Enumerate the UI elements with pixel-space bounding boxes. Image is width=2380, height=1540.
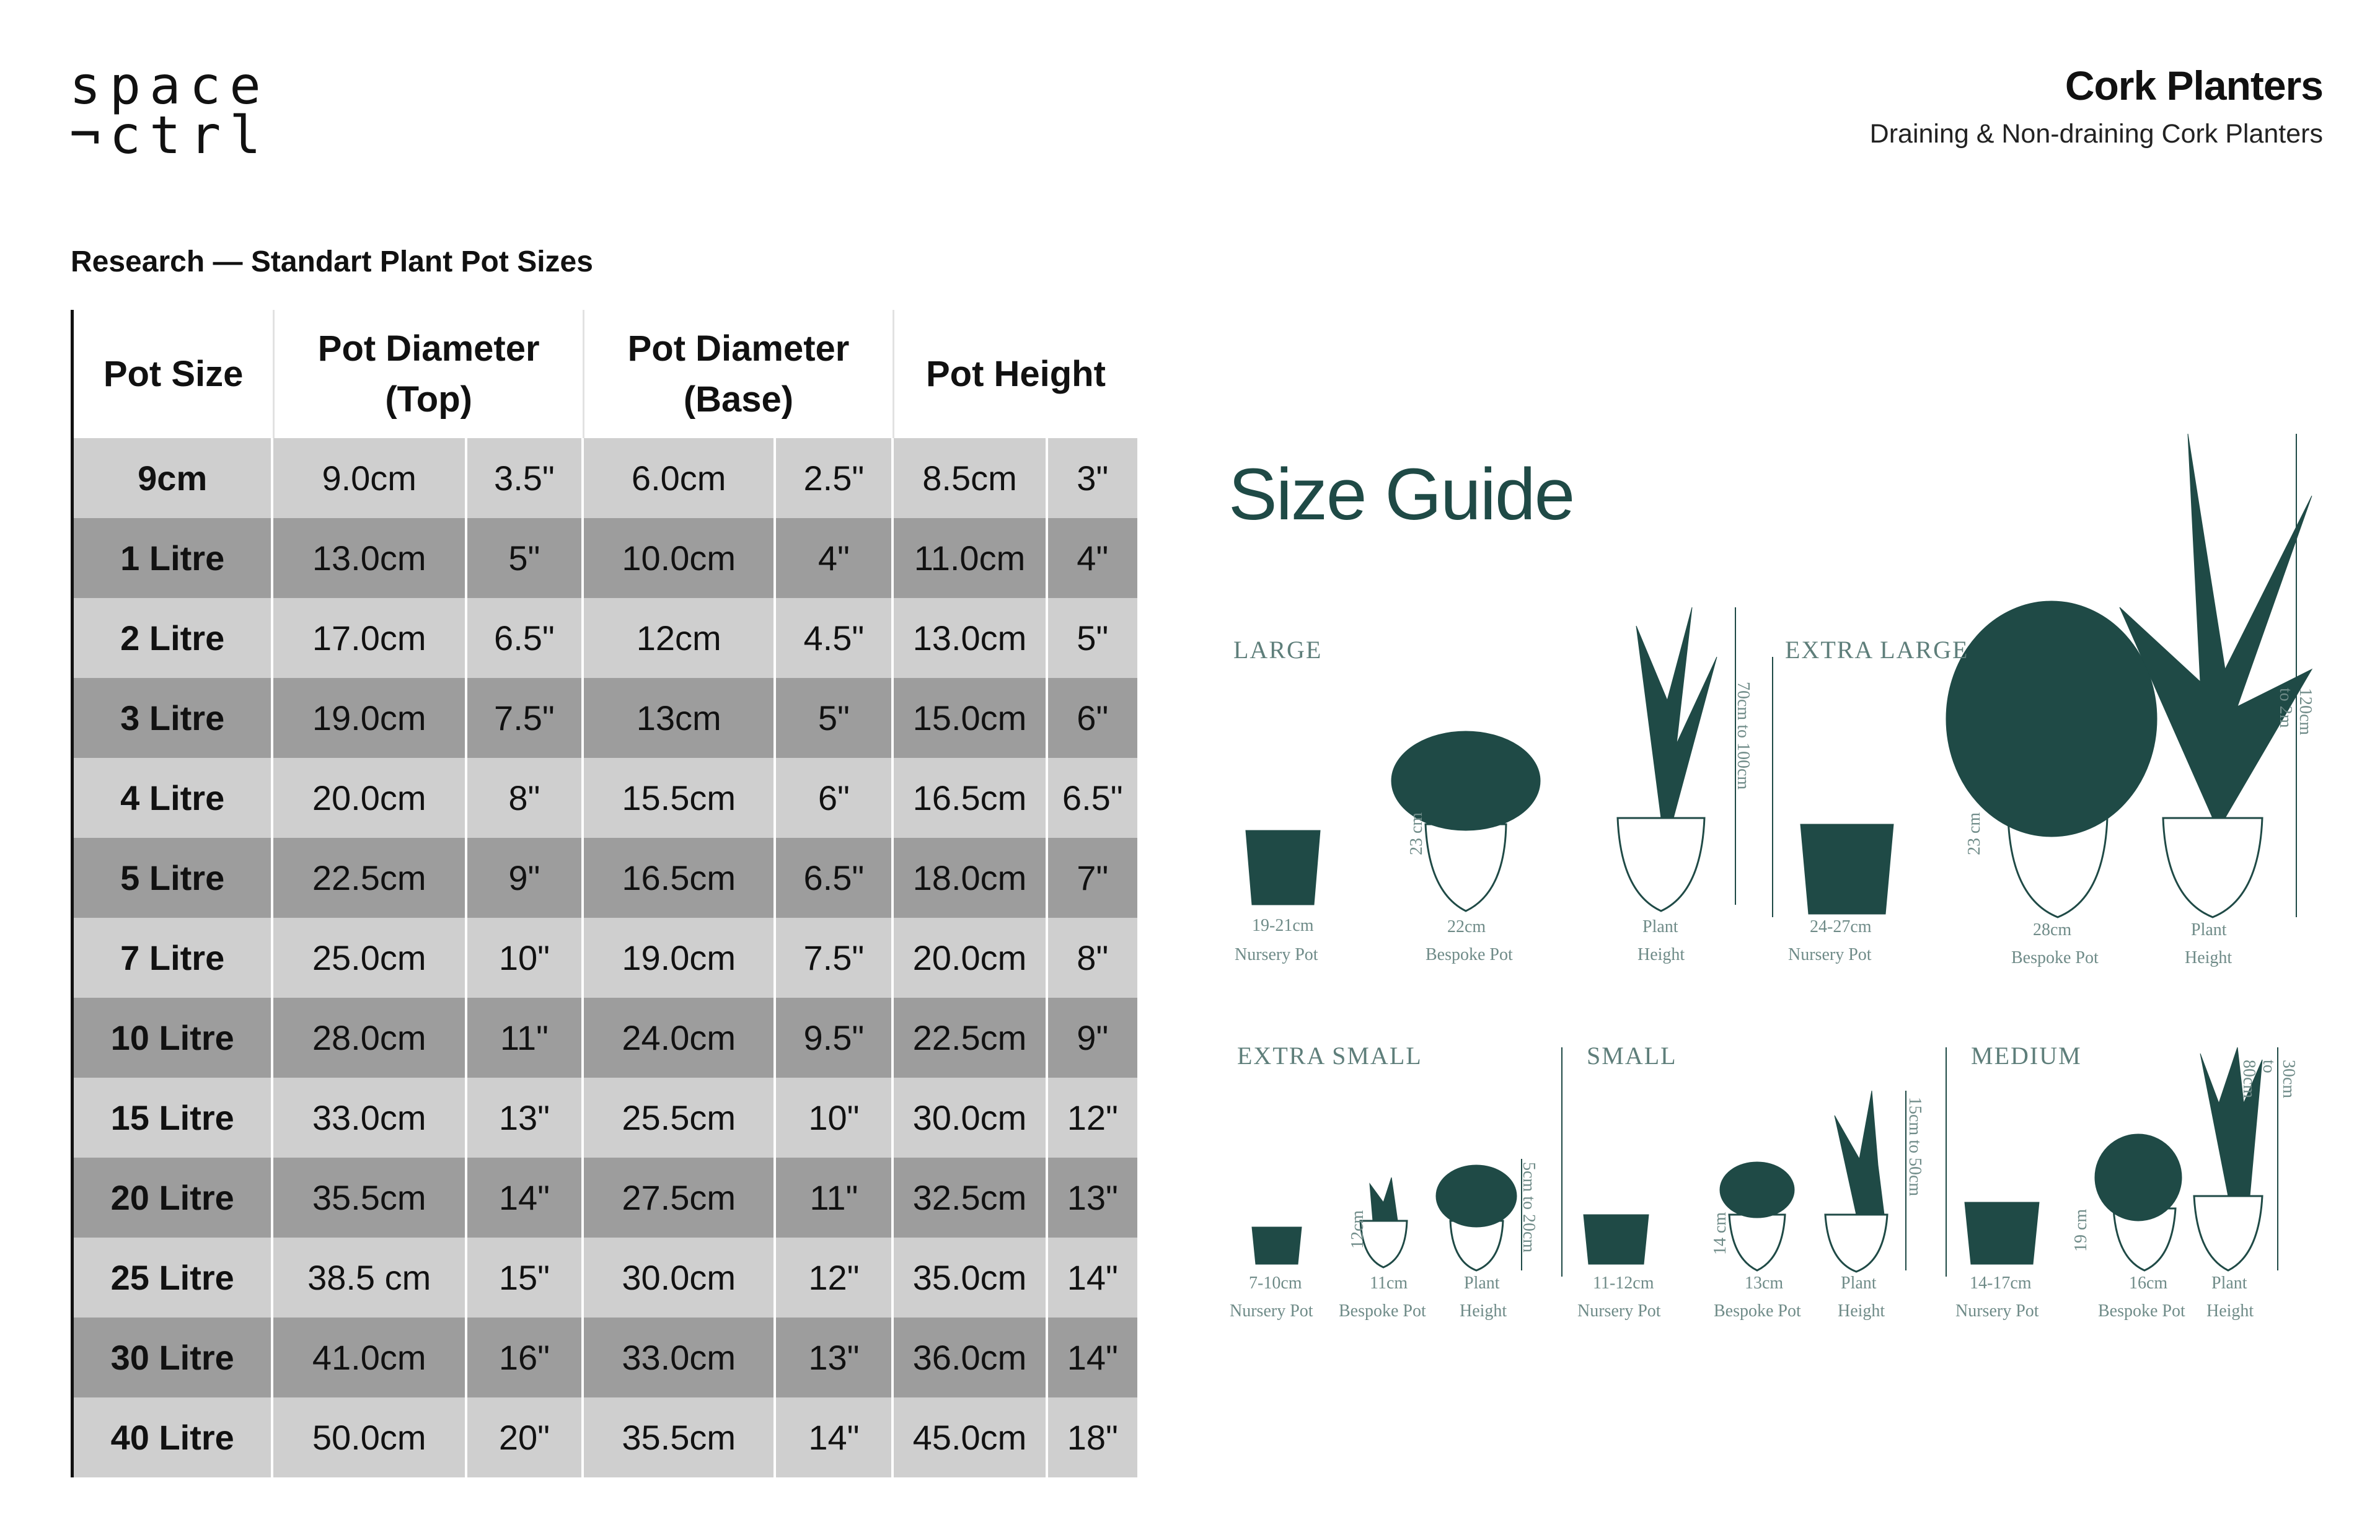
nursery-caption: Nursery Pot	[1955, 1301, 2039, 1321]
height-caption: Height	[2185, 948, 2232, 967]
cell-height-in: 14"	[1067, 1258, 1118, 1297]
table-row	[74, 1318, 1137, 1397]
cell-base-in: 6"	[776, 758, 894, 838]
table-row	[74, 1078, 1137, 1158]
bespoke-size: 28cm	[2033, 920, 2072, 939]
nursery-pot-icon	[1246, 830, 1320, 905]
cell-top-cm: 19.0cm	[273, 678, 467, 758]
cell-height-cm: 22.5cm	[894, 998, 1047, 1078]
plant-pot-icon	[1825, 1215, 1887, 1272]
height-caption: Height	[1838, 1301, 1885, 1321]
group-label-small: SMALL	[1587, 1042, 1677, 1070]
plant-pot-icon	[2163, 818, 2262, 917]
height-caption: Height	[1637, 945, 1685, 964]
cell-height-cm: 16.5cm	[894, 758, 1047, 838]
plant-caption: Plant	[1464, 1274, 1500, 1293]
page-title: Cork Planters	[2065, 63, 2323, 108]
cell-height-cm: 8.5cm	[894, 438, 1047, 518]
cell-top-cm: 17.0cm	[273, 598, 467, 678]
cell-base-in: 14"	[776, 1397, 894, 1477]
cell-base-in: 6.5"	[776, 838, 894, 918]
cell-base-cm: 10.0cm	[584, 518, 777, 598]
cell-pot-size: 1 Litre	[74, 518, 273, 598]
cell-pot-size: 3 Litre	[74, 678, 273, 758]
plant-caption: Plant	[1642, 917, 1678, 936]
bespoke-caption: Bespoke Pot	[1339, 1301, 1426, 1321]
cell-pot-size: 15 Litre	[74, 1078, 273, 1158]
header-diameter-top: Pot Diameter (Top)	[275, 310, 584, 438]
logo-line-1: space	[69, 55, 270, 116]
table-row	[74, 438, 1137, 518]
size-guide-title: Size Guide	[1228, 454, 1574, 535]
bespoke-size: 13cm	[1745, 1274, 1784, 1293]
cell-pot-size: 40 Litre	[74, 1397, 273, 1477]
cell-base-in: 4.5"	[776, 598, 894, 678]
nursery-caption: Nursery Pot	[1230, 1301, 1313, 1321]
bespoke-size: 16cm	[2129, 1274, 2168, 1293]
cell-top-in: 6.5"	[467, 598, 584, 678]
bespoke-caption: Bespoke Pot	[1714, 1301, 1801, 1321]
cell-base-cm: 33.0cm	[584, 1318, 777, 1397]
group-label-extra-large: EXTRA LARGE	[1785, 636, 1969, 664]
table-row	[74, 598, 1137, 678]
plant-icon	[1946, 601, 2157, 837]
cell-top-in: 9"	[467, 838, 584, 918]
cell-top-cm: 35.5cm	[273, 1158, 467, 1238]
cell-height-cm: 11.0cm	[894, 518, 1047, 598]
cell-top-cm: 20.0cm	[273, 758, 467, 838]
nursery-caption: Nursery Pot	[1577, 1301, 1661, 1321]
plant-caption: Plant	[1841, 1274, 1877, 1293]
table-row	[74, 1238, 1137, 1318]
cell-height-cm: 35.0cm	[894, 1238, 1047, 1318]
cell-top-cm: 38.5 cm	[273, 1238, 467, 1318]
cell-height-in: 6"	[1077, 698, 1109, 737]
plant-caption: Plant	[2191, 920, 2227, 939]
nursery-caption: Nursery Pot	[1235, 945, 1318, 964]
height-dim: 19 cm	[2071, 1208, 2091, 1252]
cell-top-in: 14"	[467, 1158, 584, 1238]
cell-top-in: 3.5"	[467, 438, 584, 518]
cell-height-in: 5"	[1077, 618, 1109, 658]
bespoke-caption: Bespoke Pot	[2011, 948, 2099, 967]
cell-top-cm: 41.0cm	[273, 1318, 467, 1397]
plant-range: 30cm to 80cm	[2239, 1060, 2298, 1099]
brand-logo	[69, 55, 270, 165]
cell-pot-size: 20 Litre	[74, 1158, 273, 1238]
plant-range: 120cm to 2m	[2276, 688, 2315, 736]
section-title: Research — Standart Plant Pot Sizes	[71, 245, 593, 278]
cell-base-in: 13"	[776, 1318, 894, 1397]
cell-top-cm: 22.5cm	[273, 838, 467, 918]
cell-top-cm: 13.0cm	[273, 518, 467, 598]
cell-height-cm: 13.0cm	[894, 598, 1047, 678]
header-diameter-base: Pot Diameter (Base)	[584, 310, 894, 438]
cell-base-in: 5"	[776, 678, 894, 758]
cell-height-cm: 45.0cm	[894, 1397, 1047, 1477]
cell-top-in: 10"	[467, 918, 584, 998]
cell-base-cm: 19.0cm	[584, 918, 777, 998]
cell-base-in: 12"	[776, 1238, 894, 1318]
cell-height-cm: 15.0cm	[894, 678, 1047, 758]
plant-caption: Plant	[2211, 1274, 2247, 1293]
plant-range: 5cm to 20cm	[1519, 1162, 1538, 1253]
table-row	[74, 838, 1137, 918]
cell-height-cm: 18.0cm	[894, 838, 1047, 918]
cell-base-in: 2.5"	[776, 438, 894, 518]
plant-icon	[1636, 607, 1717, 818]
cell-top-cm: 28.0cm	[273, 998, 467, 1078]
cell-pot-size: 30 Litre	[74, 1318, 273, 1397]
cell-height-cm: 32.5cm	[894, 1158, 1047, 1238]
height-dim: 14 cm	[1711, 1212, 1730, 1255]
cell-height-in: 14"	[1067, 1338, 1118, 1377]
cell-base-cm: 12cm	[584, 598, 777, 678]
bespoke-size: 22cm	[1447, 917, 1486, 936]
cell-base-in: 7.5"	[776, 918, 894, 998]
cell-pot-size: 4 Litre	[74, 758, 273, 838]
table-row	[74, 918, 1137, 998]
cell-base-cm: 25.5cm	[584, 1078, 777, 1158]
size-guide-figure	[1221, 421, 2337, 1363]
cell-height-cm: 20.0cm	[894, 918, 1047, 998]
table-body	[74, 438, 1137, 1477]
table-row	[74, 998, 1137, 1078]
size-guide-illustration	[1221, 421, 2337, 1363]
height-dim: 12cm	[1348, 1210, 1367, 1249]
plant-icon	[1835, 1091, 1884, 1215]
cell-height-cm: 30.0cm	[894, 1078, 1047, 1158]
cell-height-in: 3"	[1077, 459, 1109, 498]
cell-height-cm: 36.0cm	[894, 1318, 1047, 1397]
cell-height-in: 4"	[1077, 539, 1109, 578]
cell-pot-size: 5 Litre	[74, 838, 273, 918]
nursery-pot-icon	[1584, 1215, 1649, 1264]
cell-pot-size: 2 Litre	[74, 598, 273, 678]
cell-pot-size: 25 Litre	[74, 1238, 273, 1318]
cell-base-cm: 6.0cm	[584, 438, 777, 518]
cell-top-in: 13"	[467, 1078, 584, 1158]
height-dim: 23 cm	[1407, 812, 1426, 855]
cell-height-in: 18"	[1067, 1418, 1118, 1457]
table-row	[74, 1397, 1137, 1477]
cell-top-cm: 9.0cm	[273, 438, 467, 518]
cell-top-in: 16"	[467, 1318, 584, 1397]
cell-base-cm: 27.5cm	[584, 1158, 777, 1238]
cell-base-in: 10"	[776, 1078, 894, 1158]
bespoke-caption: Bespoke Pot	[2098, 1301, 2185, 1321]
bespoke-pot-icon	[1426, 824, 1506, 911]
cell-base-cm: 35.5cm	[584, 1397, 777, 1477]
nursery-caption: Nursery Pot	[1788, 945, 1872, 964]
plant-icon	[2095, 1134, 2182, 1221]
nursery-size: 14-17cm	[1970, 1274, 2032, 1293]
cell-top-cm: 33.0cm	[273, 1078, 467, 1158]
nursery-size: 24-27cm	[1810, 917, 1872, 936]
plant-pot-icon	[1450, 1221, 1503, 1270]
nursery-size: 7-10cm	[1249, 1274, 1302, 1293]
cell-pot-size: 9cm	[74, 438, 273, 518]
cell-height-in: 6.5"	[1062, 778, 1123, 817]
cell-top-cm: 50.0cm	[273, 1397, 467, 1477]
header-pot-size: Pot Size	[74, 310, 275, 438]
bespoke-pot-icon	[1729, 1215, 1785, 1270]
page-subtitle: Draining & Non-draining Cork Planters	[1869, 119, 2323, 149]
group-label-extra-small: EXTRA SMALL	[1237, 1042, 1422, 1070]
plant-range: 70cm to 100cm	[1734, 682, 1753, 790]
bespoke-caption: Bespoke Pot	[1426, 945, 1513, 964]
cell-base-in: 11"	[776, 1158, 894, 1238]
table-row	[74, 1158, 1137, 1238]
cell-top-in: 5"	[467, 518, 584, 598]
nursery-pot-icon	[1252, 1227, 1302, 1264]
table-row	[74, 518, 1137, 598]
cell-height-in: 7"	[1077, 858, 1109, 897]
pot-size-table	[71, 310, 1137, 1477]
cell-base-cm: 24.0cm	[584, 998, 777, 1078]
cell-height-in: 12"	[1067, 1098, 1118, 1137]
height-caption: Height	[1460, 1301, 1507, 1321]
cell-base-cm: 13cm	[584, 678, 777, 758]
plant-pot-icon	[1618, 818, 1704, 911]
cell-base-cm: 30.0cm	[584, 1238, 777, 1318]
logo-line-2: ¬ctrl	[69, 105, 270, 165]
nursery-pot-icon	[1965, 1202, 2039, 1264]
plant-icon	[1370, 1177, 1398, 1221]
cell-height-in: 9"	[1077, 1018, 1109, 1057]
cell-base-cm: 16.5cm	[584, 838, 777, 918]
plant-pot-icon	[2194, 1196, 2262, 1270]
cell-base-in: 4"	[776, 518, 894, 598]
table-header	[74, 310, 1137, 438]
height-caption: Height	[2206, 1301, 2254, 1321]
cell-base-in: 9.5"	[776, 998, 894, 1078]
cell-top-cm: 25.0cm	[273, 918, 467, 998]
table-row	[74, 678, 1137, 758]
header-pot-height: Pot Height	[925, 353, 1106, 394]
cell-top-in: 7.5"	[467, 678, 584, 758]
plant-icon	[1720, 1162, 1794, 1218]
table-row	[74, 758, 1137, 838]
cell-base-cm: 15.5cm	[584, 758, 777, 838]
cell-pot-size: 7 Litre	[74, 918, 273, 998]
cell-height-in: 8"	[1077, 938, 1109, 977]
cell-top-in: 15"	[467, 1238, 584, 1318]
group-label-medium: MEDIUM	[1971, 1042, 2082, 1070]
plant-icon	[1436, 1165, 1517, 1227]
cell-top-in: 11"	[467, 998, 584, 1078]
nursery-pot-icon	[1800, 824, 1893, 914]
nursery-size: 11-12cm	[1593, 1274, 1654, 1293]
cell-top-in: 8"	[467, 758, 584, 838]
group-label-large: LARGE	[1233, 636, 1323, 664]
bespoke-size: 11cm	[1370, 1274, 1408, 1293]
nursery-size: 19-21cm	[1252, 916, 1314, 935]
height-dim: 23 cm	[1965, 812, 1984, 855]
plant-range: 15cm to 50cm	[1905, 1097, 1924, 1197]
cell-pot-size: 10 Litre	[74, 998, 273, 1078]
cell-height-in: 13"	[1067, 1178, 1118, 1217]
cell-top-in: 20"	[467, 1397, 584, 1477]
